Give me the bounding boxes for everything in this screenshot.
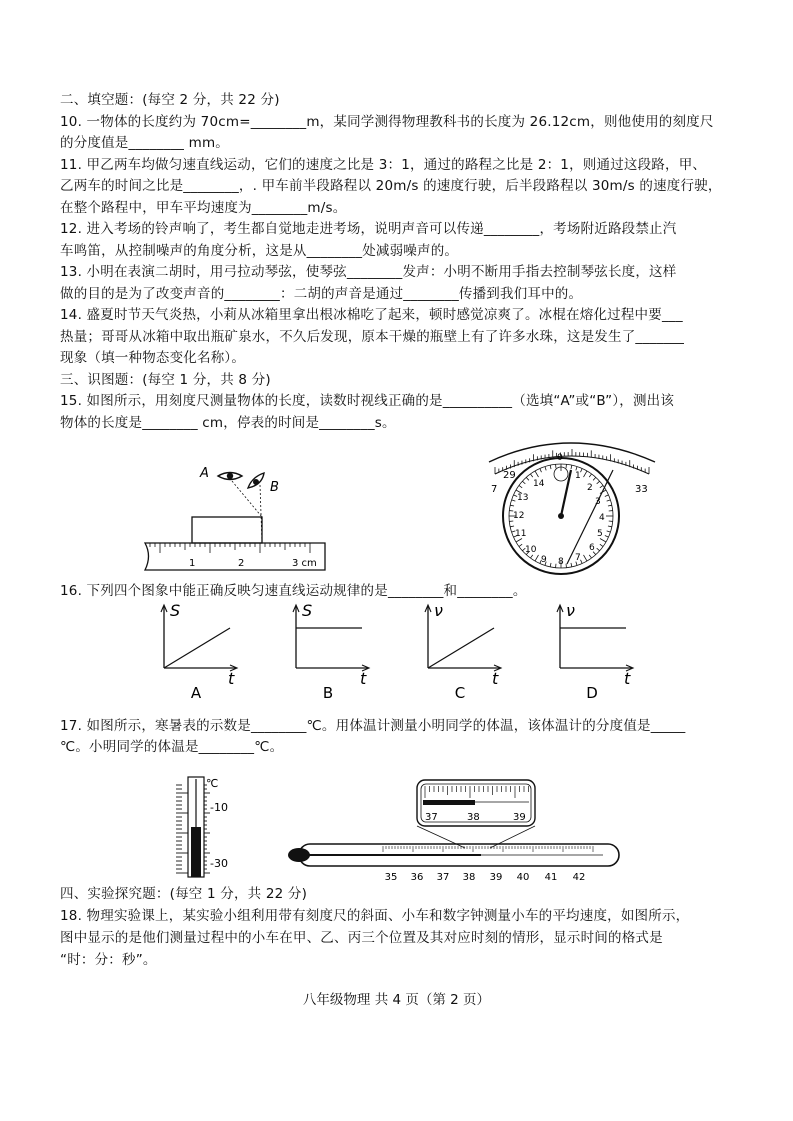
zoom-label-39: 39 [513, 812, 526, 823]
q10-line1: 10. 一物体的长度约为 70cm=________m，某同学测得物理教科书的长度为 26.12cm，则他使用的刻度尺 [60, 113, 714, 130]
scale-label-35: 35 [384, 872, 398, 883]
outer-label-7: 7 [491, 484, 498, 495]
dial-label-2: 2 [587, 483, 593, 493]
q14-line1: 14. 盛夏时节天气炎热，小莉从冰箱里拿出根冰棉吃了起来，顿时感觉凉爽了。冰棍在熔化过程中要___ [60, 307, 683, 323]
scale-label-38: 38 [462, 872, 476, 883]
scale-label-37: 37 [436, 872, 450, 883]
dial-label-12: 12 [513, 511, 525, 521]
q12-line2: 车鸣笛，从控制噪声的角度分析，这是从________处减弱噪声的。 [60, 242, 459, 259]
section-4-title: 四、实验探究题：(每空 1 分，共 22 分) [60, 886, 308, 902]
ruler-tick-label-2: 2 [238, 558, 245, 569]
eye-b-icon [248, 473, 264, 488]
room-thermometer-figure [170, 775, 250, 880]
graph-C-caption: C [454, 684, 466, 702]
ruler-figure [140, 455, 340, 575]
graph-B [293, 601, 369, 702]
q11-line1: 11. 甲乙两车均做匀速直线运动，它们的速度之比是 3：1，通过的路程之比是 2：1，则通过这段路，甲、 [60, 156, 707, 173]
dial-label-6: 6 [589, 543, 595, 553]
section-2-title: 二、填空题：(每空 2 分，共 22 分) [60, 92, 280, 108]
q13-line2: 做的目的是为了改变声音的________：二胡的声音是通过________传播到我们耳中的。 [60, 285, 583, 302]
dial-label-13: 13 [517, 493, 529, 503]
q10-line2: 的分度值是________ mm。 [60, 135, 229, 151]
graph-D [557, 601, 633, 702]
outer-label-29: 29 [503, 470, 516, 481]
eye-b-label: B [270, 480, 279, 495]
q18-line1: 18. 物理实验课上，某实验小组利用带有刻度尺的斜面、小车和数字钟测量小车的平均速度，如图所示， [60, 908, 690, 924]
scale-label-42: 42 [572, 872, 586, 883]
q18-line3: “时：分：秒”。 [60, 952, 157, 968]
dial-label-11: 11 [515, 529, 527, 539]
measured-object [192, 517, 262, 543]
scale-label-36: 36 [410, 872, 424, 883]
exam-page [60, 90, 740, 434]
q17-line2: ℃。小明同学的体温是________℃。 [60, 739, 284, 755]
dial-label-4: 4 [599, 513, 605, 523]
section-3-title: 三、识图题：(每空 1 分，共 8 分) [60, 371, 271, 388]
graph-A-x-label: t [228, 669, 235, 688]
eye-a-label: A [200, 466, 209, 481]
outer-label-33: 33 [635, 484, 648, 495]
graph-C-x-label: t [492, 669, 499, 688]
graph-C-line [428, 628, 494, 668]
thermo-unit: ℃ [206, 777, 219, 790]
zoom-liquid [423, 800, 475, 805]
graph-D-y-label: ν [566, 601, 575, 620]
bulb [288, 848, 310, 862]
dial-label-8: 8 [558, 557, 564, 567]
q17-line1: 17. 如图所示，寒暑表的示数是________℃。用体温计测量小明同学的体温，该体温计的分度值是_____ [60, 718, 686, 734]
dial-label-top: 0 [557, 453, 563, 463]
page-footer: 八年级物理 共 4 页（第 2 页） [302, 992, 491, 1008]
graph-B-y-label: S [302, 601, 313, 620]
zoom-label-37: 37 [425, 812, 438, 823]
scale-label-40: 40 [516, 872, 530, 883]
q14-line3: 现象（填一种物态变化名称）。 [60, 350, 246, 366]
q11-line3: 在整个路程中，甲车平均速度为________m/s。 [60, 199, 347, 216]
q13-line1: 13. 小明在表演二胡时，用弓拉动琴弦，使琴弦________发声：小明不断用手指去控制琴弦长度，这样 [60, 264, 677, 280]
stopwatch-figure [485, 432, 660, 582]
q12-line1: 12. 进入考场的铃声响了，考生都自觉地走进考场，说明声音可以传递________，考场附近路段禁止汽 [60, 221, 677, 237]
graph-A-caption: A [190, 684, 202, 702]
graph-D-caption: D [586, 684, 598, 702]
liquid-column [191, 827, 201, 877]
q18-line2: 图中显示的是他们测量过程中的小车在甲、乙、丙三个位置及其对应时刻的情形，显示时间的格式是 [60, 930, 663, 946]
thermo-label-lower: -30 [210, 857, 228, 870]
graph-A-line [164, 628, 230, 668]
graph-D-x-label: t [624, 669, 631, 688]
clinical-thermometer-figure [285, 778, 630, 883]
zoom-label-38: 38 [467, 812, 480, 823]
ruler-tick-label-3: 3 cm [292, 558, 317, 569]
graph-A [161, 601, 237, 702]
q15-line1: 15. 如图所示，用刻度尺测量物体的长度，读数时视线正确的是__________（选填“A”或“B”），测出该 [60, 393, 675, 409]
graph-B-x-label: t [360, 669, 367, 688]
dial-label-3: 3 [595, 497, 601, 507]
q16-text: 16. 下列四个图象中能正确反映匀速直线运动规律的是________和________。 [60, 583, 527, 599]
q11-line2: 乙两车的时间之比是________，. 甲车前半段路程以 20m/s 的速度行驶，后半段路程以 30m/s 的速度行驶， [60, 178, 722, 194]
dial-label-5: 5 [597, 529, 603, 539]
thermo-label-upper: -10 [210, 801, 228, 814]
scale-label-39: 39 [489, 872, 503, 883]
graph-B-caption: B [322, 684, 334, 702]
dial-label-7: 7 [575, 553, 581, 563]
eye-a-icon [218, 473, 242, 480]
dial-label-10: 10 [525, 545, 537, 555]
motion-graphs [150, 600, 650, 705]
scale-label-41: 41 [544, 872, 558, 883]
graph-C-y-label: ν [434, 601, 443, 620]
dial-label-1: 1 [575, 471, 581, 481]
dial-label-14: 14 [533, 479, 545, 489]
ruler-tick-label-1: 1 [189, 558, 196, 569]
dial-label-9: 9 [541, 555, 547, 565]
second-hand [561, 470, 571, 516]
q15-line2: 物体的长度是________ cm，停表的时间是________s。 [60, 414, 396, 431]
graph-C [425, 601, 501, 702]
graph-A-y-label: S [170, 601, 181, 620]
q14-line2: 热量；哥哥从冰箱中取出瓶矿泉水，不久后发现，原本干燥的瓶壁上有了许多水珠，这是发生了_______ [60, 328, 685, 345]
